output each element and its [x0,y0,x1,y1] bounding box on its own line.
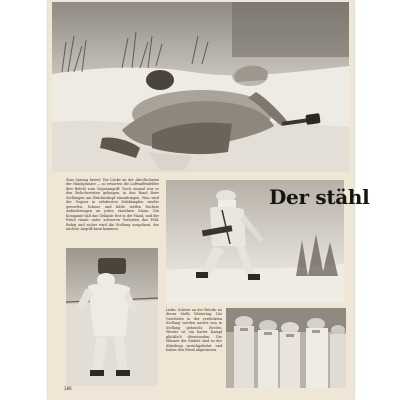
article-headline: Der stähl [269,185,370,209]
page-number: 186 [64,386,72,391]
article-column-1: Zum Sprung bereit! Die Lücke an der Abrollschiene der Handgranate — so erwarten die Luftwaffenfelder ihre Befehl zum Gegenangriff. Noch einmal war es den Bolschewisten gelungen, in den Rand ihrer Stellungen am Brückenkopf einzudringen. Nun wird der Gegner in erbitterten Nahkämpfen wieder geworfen, Schnee und Kälte stellen höchste Anforderungen an jeden einzelnen Mann. Die Kompanie hält das Gelände fest in der Hand, und der Feind räumt unter schweren Verlusten das Feld. Ruhig und sicher wird die Stellung ausgebaut, der nächste Angriff kann kommen. [66,178,159,231]
photo-soldier-with-grenade [52,2,349,172]
photo-soldiers-group [226,308,346,388]
photo-soldier-carrying-load [66,248,158,386]
article-column-2: Links: Schwer an der Brücke an dieser Stelle Wintertag. Die Geschütze in der verdeckten Stellung werden nachts neu in Stellung gebracht. Rechts: Wieder ist ein harter Kampf glücklich überstanden. Die Männer der Einheit sind zu der Abteilung zurückgekehrt und haben den Feind abgewiesen. [166,308,222,353]
magazine-page [48,0,370,400]
